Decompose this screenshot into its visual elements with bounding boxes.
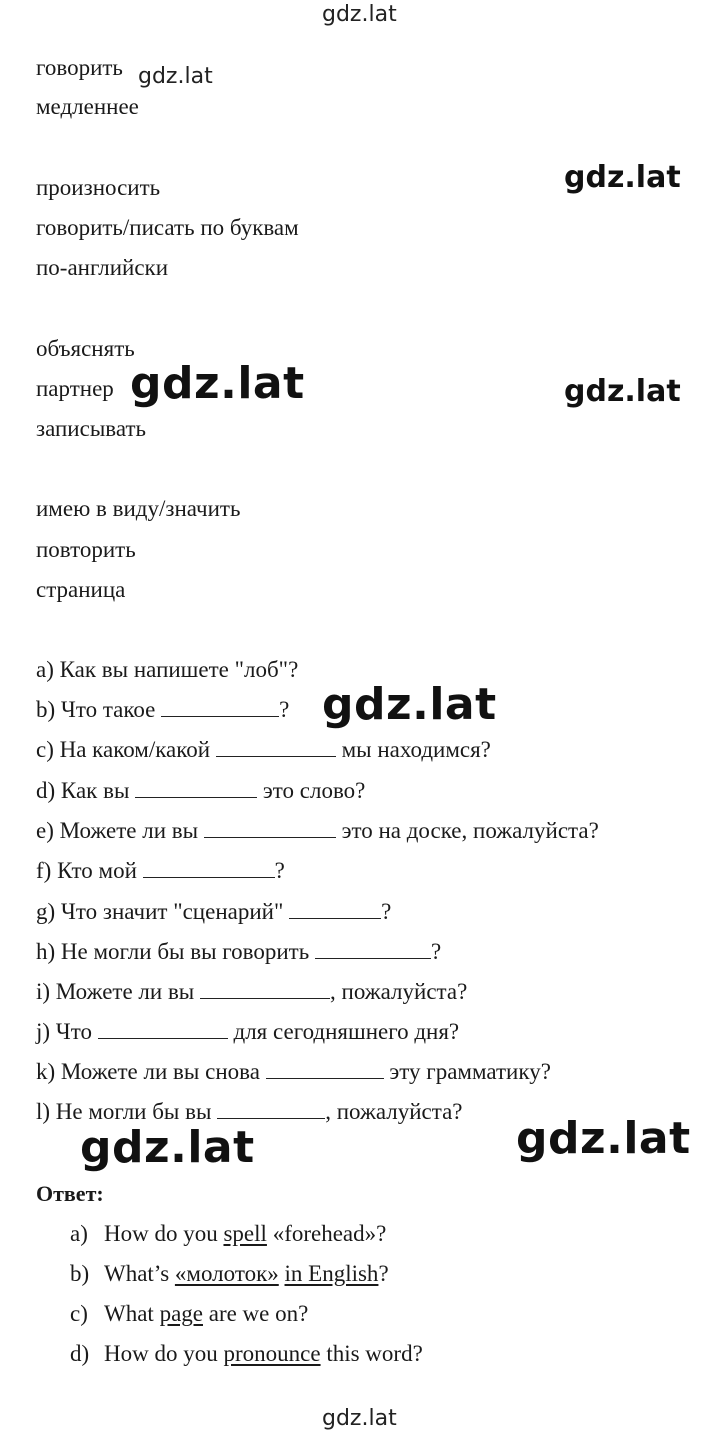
vocab-item: страница	[36, 577, 126, 602]
answer-keyword: pronounce	[223, 1341, 321, 1366]
exercise-text: k) Можете ли вы снова	[36, 1059, 260, 1084]
answer-heading: Ответ:	[36, 1181, 104, 1206]
exercise-text: b) Что такое	[36, 697, 156, 722]
answer-keyword: page	[159, 1301, 203, 1326]
answer-line-b	[70, 1262, 389, 1285]
exercise-line-j	[36, 1020, 459, 1043]
vocab-item: имею в виду/значить	[36, 496, 241, 521]
answer-text: «forehead»?	[266, 1221, 387, 1246]
answer-text: ?	[378, 1261, 389, 1286]
vocab-item: говорить	[36, 55, 123, 80]
answer-blank	[98, 1037, 228, 1039]
exercise-text: i) Можете ли вы	[36, 979, 195, 1004]
answer-blank	[200, 997, 330, 999]
watermark-inline: gdz.lat	[138, 64, 213, 89]
vocab-item: партнер	[36, 376, 114, 401]
answer-line-c	[70, 1302, 308, 1325]
exercise-line-a	[36, 658, 298, 681]
exercise-text: это слово?	[262, 778, 366, 803]
answer-text: are we on?	[202, 1301, 309, 1326]
exercise-text: a) Как вы напишете "лоб"?	[36, 657, 299, 682]
exercise-text: j) Что	[36, 1019, 92, 1044]
answer-text: How do you	[104, 1341, 224, 1366]
exercise-line-e	[36, 819, 599, 842]
exercise-line-h	[36, 940, 441, 963]
exercise-line-c	[36, 738, 491, 761]
vocab-item: по-английски	[36, 255, 169, 280]
answer-text: How do you	[104, 1221, 224, 1246]
watermark-mid: gdz.lat	[322, 679, 497, 730]
exercise-text: , пожалуйста?	[325, 1099, 463, 1124]
exercise-text: c) На каком/какой	[36, 737, 211, 762]
watermark-partner: gdz.lat	[130, 358, 305, 409]
exercise-text: эту грамматику?	[389, 1059, 551, 1084]
answer-keyword: in English	[284, 1261, 379, 1286]
vocab-item: записывать	[36, 416, 146, 441]
answer-label: a)	[70, 1221, 88, 1246]
exercise-text: e) Можете ли вы	[36, 818, 199, 843]
answer-blank	[217, 1117, 325, 1119]
vocab-item: повторить	[36, 537, 136, 562]
answer-blank	[315, 957, 431, 959]
answer-label: b)	[70, 1261, 90, 1286]
answer-blank	[289, 917, 381, 919]
exercise-line-b	[36, 698, 289, 721]
answer-text: What’s	[104, 1261, 175, 1286]
exercise-line-g	[36, 900, 391, 923]
answer-label: d)	[70, 1341, 90, 1366]
exercise-text: l) Не могли бы вы	[36, 1099, 212, 1124]
exercise-text: ?	[279, 697, 290, 722]
watermark-top: gdz.lat	[322, 2, 397, 27]
exercise-text: h) Не могли бы вы говорить	[36, 939, 310, 964]
vocab-item: говорить/писать по буквам	[36, 215, 299, 240]
exercise-text: g) Что значит "сценарий"	[36, 899, 284, 924]
answer-blank	[266, 1077, 384, 1079]
exercise-text: ?	[274, 858, 285, 883]
answer-keyword: «молоток»	[174, 1261, 279, 1286]
vocab-item: медленнее	[36, 94, 139, 119]
exercise-line-f	[36, 859, 285, 882]
watermark-right-2: gdz.lat	[564, 374, 681, 409]
answer-text: What	[104, 1301, 160, 1326]
exercise-text: это на доске, пожалуйста?	[341, 818, 599, 843]
exercise-text: , пожалуйста?	[330, 979, 468, 1004]
answer-blank	[143, 876, 275, 878]
exercise-line-k	[36, 1060, 551, 1083]
exercise-line-i	[36, 980, 467, 1003]
exercise-line-d	[36, 779, 365, 802]
exercise-text: ?	[430, 939, 442, 964]
answer-blank	[216, 755, 336, 757]
watermark-bottom: gdz.lat	[322, 1406, 397, 1431]
answer-blank	[135, 796, 257, 798]
exercise-line-l	[36, 1100, 462, 1123]
vocab-item: произносить	[36, 175, 161, 200]
exercise-text: для сегодняшнего дня?	[233, 1019, 460, 1044]
watermark-lower-left: gdz.lat	[80, 1122, 255, 1173]
answer-line-a	[70, 1222, 386, 1245]
answer-blank	[204, 836, 336, 838]
exercise-text: d) Как вы	[36, 778, 130, 803]
answer-blank	[161, 715, 279, 717]
vocab-item: объяснять	[36, 336, 135, 361]
exercise-text: ?	[381, 899, 392, 924]
exercise-text: мы находимся?	[341, 737, 491, 762]
exercise-text: f) Кто мой	[36, 858, 137, 883]
watermark-lower-right: gdz.lat	[516, 1113, 691, 1164]
answer-line-d	[70, 1342, 423, 1365]
watermark-right-1: gdz.lat	[564, 160, 681, 195]
answer-label: c)	[70, 1301, 88, 1326]
answer-keyword: spell	[223, 1221, 267, 1246]
answer-text: this word?	[320, 1341, 423, 1366]
